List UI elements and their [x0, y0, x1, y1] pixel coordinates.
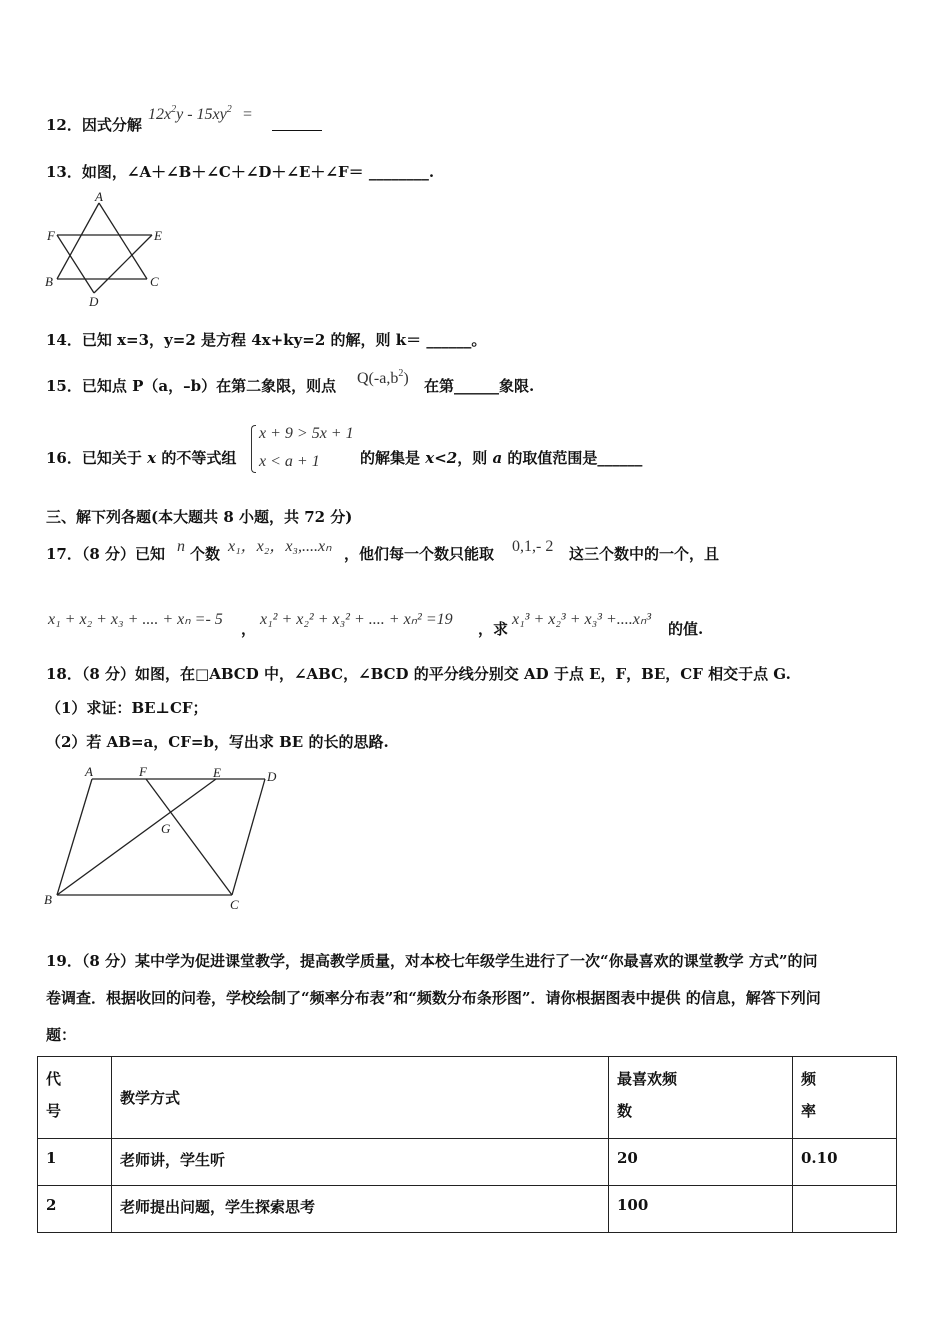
label-D: D	[89, 294, 99, 309]
label-D: D	[267, 769, 277, 784]
q19-line3: 题：	[46, 1026, 77, 1044]
q17-t4: ，求	[478, 620, 509, 638]
cell-method: 老师讲，学生听	[112, 1139, 609, 1186]
q17: 17．（8 分）已知	[46, 545, 166, 563]
star-figure	[44, 190, 174, 312]
q17-t2: ，他们每一个数只能取	[344, 545, 495, 563]
segment-CF	[146, 779, 232, 895]
q15-point: $Q(-a,b^2)$	[357, 368, 409, 387]
label-F: F	[139, 764, 147, 779]
parallelogram-figure	[40, 762, 290, 914]
q15-post: 在第______象限.	[424, 377, 535, 395]
cell-rate: 0.10	[793, 1139, 897, 1186]
q19-line1: 19．（8 分）某中学为促进课堂教学，提高教学质量，对本校七年级学生进行了一次“你最喜欢的课堂教学 方式”的问	[46, 952, 818, 970]
q17-t5: 的值.	[668, 620, 704, 638]
table-header-row	[38, 1057, 897, 1139]
label-C: C	[150, 274, 159, 289]
q16-ineq2: x < a + 1	[259, 453, 320, 470]
label-F: F	[47, 228, 55, 243]
q14: 14．已知 x=3，y=2 是方程 4x+ky=2 的解，则 k＝ ______。	[46, 331, 487, 349]
q17-n: n	[177, 538, 185, 555]
q12-answer-blank	[272, 116, 322, 131]
q17-goal: x₁³ + x₂³ + x₃³ +....xₙ³	[512, 611, 652, 628]
q17-vals: 0,1,- 2	[512, 538, 554, 555]
label-E: E	[154, 228, 162, 243]
label-E: E	[213, 765, 221, 780]
label-A: A	[95, 190, 103, 204]
label-G: G	[161, 821, 171, 836]
section-heading: 三、解下列各题(本大题共 8 小题，共 72 分)	[46, 508, 353, 526]
cell-code: 2	[38, 1186, 112, 1233]
header-method: 教学方式	[112, 1057, 609, 1139]
q12: 12．因式分解	[46, 116, 142, 134]
cell-method: 老师提出问题，学生探索思考	[112, 1186, 609, 1233]
q17-seq: x₁，x₂，x₃,....xₙ	[228, 538, 332, 555]
label-A: A	[85, 764, 93, 779]
system-brace	[251, 425, 256, 473]
q12-expression: $12x^2y - 15xy^2$ =	[148, 104, 253, 123]
cell-rate	[793, 1186, 897, 1233]
q17-cond2: x₁² + x₂² + x₃² + .... + xₙ² =19	[260, 611, 453, 628]
q13: 13．如图，∠A＋∠B＋∠C＋∠D＋∠E＋∠F＝ ________.	[46, 163, 435, 181]
q17-cond1: x₁ + x₂ + x₃ + .... + xₙ =- 5	[48, 611, 223, 628]
side-DC	[232, 779, 265, 895]
header-code: 代 号	[38, 1057, 112, 1139]
cell-code: 1	[38, 1139, 112, 1186]
q16: 16．已知关于 x 的不等式组	[46, 449, 237, 467]
line-FD	[57, 235, 94, 293]
q15: 15．已知点 P（a，–b）在第二象限，则点	[46, 377, 337, 395]
cell-count: 100	[609, 1186, 793, 1233]
label-B: B	[45, 274, 53, 289]
line-AC	[99, 203, 147, 279]
label-B: B	[44, 892, 52, 907]
table-row	[38, 1186, 897, 1233]
segment-BE	[57, 779, 216, 895]
q18: 18．（8 分）如图，在□ABCD 中，∠ABC，∠BCD 的平分线分别交 AD 于点 E，F，BE，CF 相交于点 G.	[46, 665, 791, 683]
line-ED	[94, 235, 152, 293]
side-AB	[57, 779, 92, 895]
frequency-table	[37, 1056, 897, 1233]
q17-sep: ，	[241, 620, 257, 638]
q18-part1: （1）求证：BE⊥CF；	[46, 699, 208, 717]
q16-post: 的解集是 x<2，则 a 的取值范围是______	[360, 449, 643, 467]
q17-t3: 这三个数中的一个，且	[569, 545, 720, 563]
table-row	[38, 1139, 897, 1186]
header-frequency-count: 最喜欢频 数	[609, 1057, 793, 1139]
q19-line2: 卷调查．根据收回的问卷，学校绘制了“频率分布表”和“频数分布条形图”．请你根据图表中提供 的信息，解答下列问	[46, 989, 821, 1007]
header-frequency-rate: 频 率	[793, 1057, 897, 1139]
cell-count: 20	[609, 1139, 793, 1186]
q18-part2: （2）若 AB=a，CF=b，写出求 BE 的长的思路.	[46, 733, 389, 751]
label-C: C	[230, 897, 239, 912]
q16-ineq1: x + 9 > 5x + 1	[259, 425, 354, 442]
q17-t1: 个数	[190, 545, 221, 563]
